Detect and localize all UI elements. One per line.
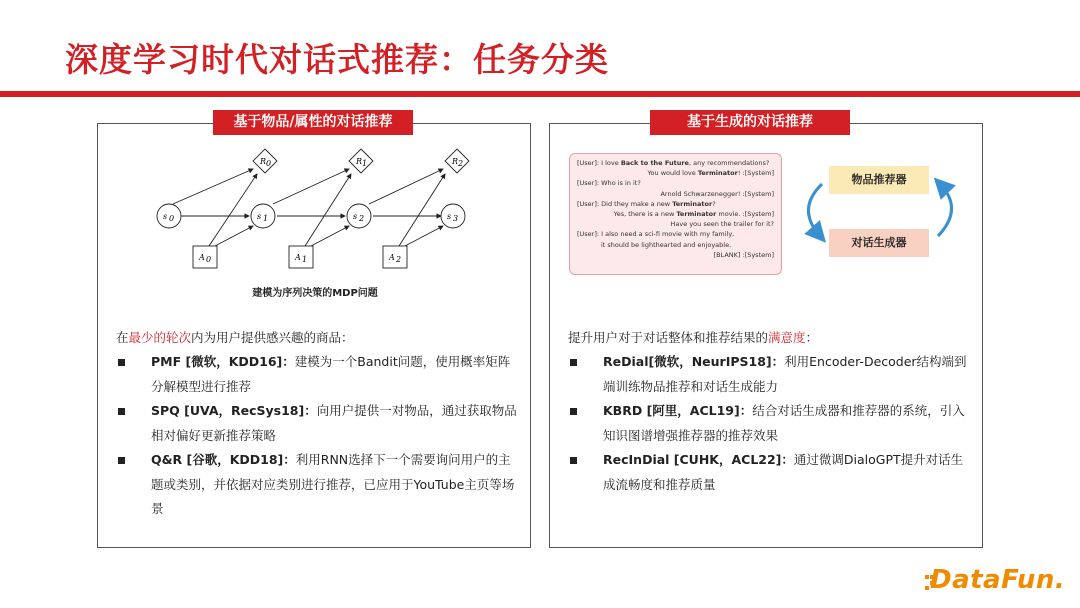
datafun-logo: DataFun.: [930, 565, 1066, 595]
chat-line: [User]: I love Back to the Future, any recommendations?: [577, 159, 770, 167]
action-node: [289, 246, 313, 268]
svg-text:A: A: [389, 253, 395, 262]
chat-line: [User]: I also need a sci-fi movie with my family,: [577, 230, 735, 239]
bullet-icon: [570, 457, 577, 464]
bullet-icon: [570, 408, 577, 415]
item-recommender-box: 物品推荐器: [829, 166, 929, 194]
chat-line: You would love Terminator! :[System]: [647, 169, 774, 178]
state-node: [347, 204, 371, 228]
right-panel-tag: 基于生成的对话推荐: [650, 110, 850, 135]
chat-line: Arnold Schwarzenegger! :[System]: [660, 189, 774, 198]
list-item: RecInDial [CUHK，ACL22]：通过微调DialoGPT提升对话生成流畅度和推荐质量: [568, 448, 973, 497]
svg-text:1: 1: [263, 214, 269, 223]
list-item: Q&R [谷歌，KDD18]：利用RNN选择下一个需要询问用户的主题或类别，并依据对应类别进行推荐，已应用于YouTube主页等场景: [116, 448, 521, 522]
svg-text:1: 1: [302, 255, 308, 264]
svg-text:s: s: [257, 212, 262, 221]
svg-text:3: 3: [453, 214, 459, 223]
left-panel-tag: 基于物品/属性的对话推荐: [213, 110, 413, 135]
diagram-caption: 建模为序列决策的MDP问题: [252, 288, 378, 299]
chat-line: [User]: Who is in it?: [577, 179, 641, 188]
list-item: SPQ [UVA，RecSys18]：向用户提供一对物品，通过获取物品相对偏好更新推荐策略: [116, 399, 521, 448]
svg-text:R: R: [260, 157, 267, 166]
chat-line: Yes, there is a new Terminator movie. :[System]: [613, 210, 774, 219]
left-item-list: [116, 350, 521, 522]
chat-line: [BLANK] :[System]: [713, 250, 774, 259]
bullet-icon: [118, 359, 125, 366]
cycle-arrows-icon: [790, 174, 970, 264]
mdp-diagram: [153, 144, 478, 269]
title-divider: [0, 91, 1080, 97]
action-node: [383, 246, 407, 268]
svg-text:s: s: [447, 212, 452, 221]
intro-highlight: 满意度: [768, 330, 806, 345]
list-item: PMF [微软，KDD16]：建模为一个Bandit问题，使用概率矩阵分解模型进行推荐: [116, 350, 521, 399]
svg-text:0: 0: [206, 255, 212, 264]
left-panel: [97, 114, 531, 548]
svg-text:R: R: [452, 157, 459, 166]
right-panel: [549, 114, 983, 548]
slide-title: 深度学习时代对话式推荐：任务分类: [65, 40, 609, 79]
right-item-list: [568, 350, 973, 497]
list-item: KBRD [阿里，ACL19]：结合对话生成器和推荐器的系统，引入知识图谱增强推荐器的推荐效果: [568, 399, 973, 448]
svg-text:R: R: [356, 157, 363, 166]
chat-line: it should be lighthearted and enjoyable.: [601, 240, 732, 249]
svg-text:0: 0: [169, 214, 175, 223]
dialogue-generator-box: 对话生成器: [829, 229, 929, 257]
svg-text:1: 1: [362, 159, 368, 168]
svg-text:s: s: [353, 212, 358, 221]
chat-line: [User]: Did they make a new Terminator?: [577, 199, 716, 208]
right-intro: 提升用户对于对话整体和推荐结果的满意度：: [568, 330, 819, 345]
chat-line: Have you seen the trailer for it?: [670, 220, 774, 229]
bullet-icon: [570, 359, 577, 366]
left-intro: 在最少的轮次内为用户提供感兴趣的商品：: [116, 330, 354, 345]
intro-highlight: 最少的轮次: [128, 330, 192, 345]
svg-text:A: A: [295, 253, 301, 262]
svg-text:2: 2: [396, 255, 402, 264]
state-node: [441, 204, 465, 228]
svg-text:A: A: [199, 253, 205, 262]
state-node: [251, 204, 275, 228]
bullet-icon: [118, 408, 125, 415]
action-node: [193, 246, 217, 268]
svg-text:0: 0: [266, 159, 272, 168]
svg-text:2: 2: [458, 159, 464, 168]
list-item: ReDial[微软，NeurIPS18]：利用Encoder-Decoder结构端到端训练物品推荐和对话生成能力: [568, 350, 973, 399]
svg-text:s: s: [163, 212, 168, 221]
state-node: [157, 204, 181, 228]
svg-text:2: 2: [359, 214, 365, 223]
bullet-icon: [118, 457, 125, 464]
dialogue-example: [569, 153, 782, 275]
